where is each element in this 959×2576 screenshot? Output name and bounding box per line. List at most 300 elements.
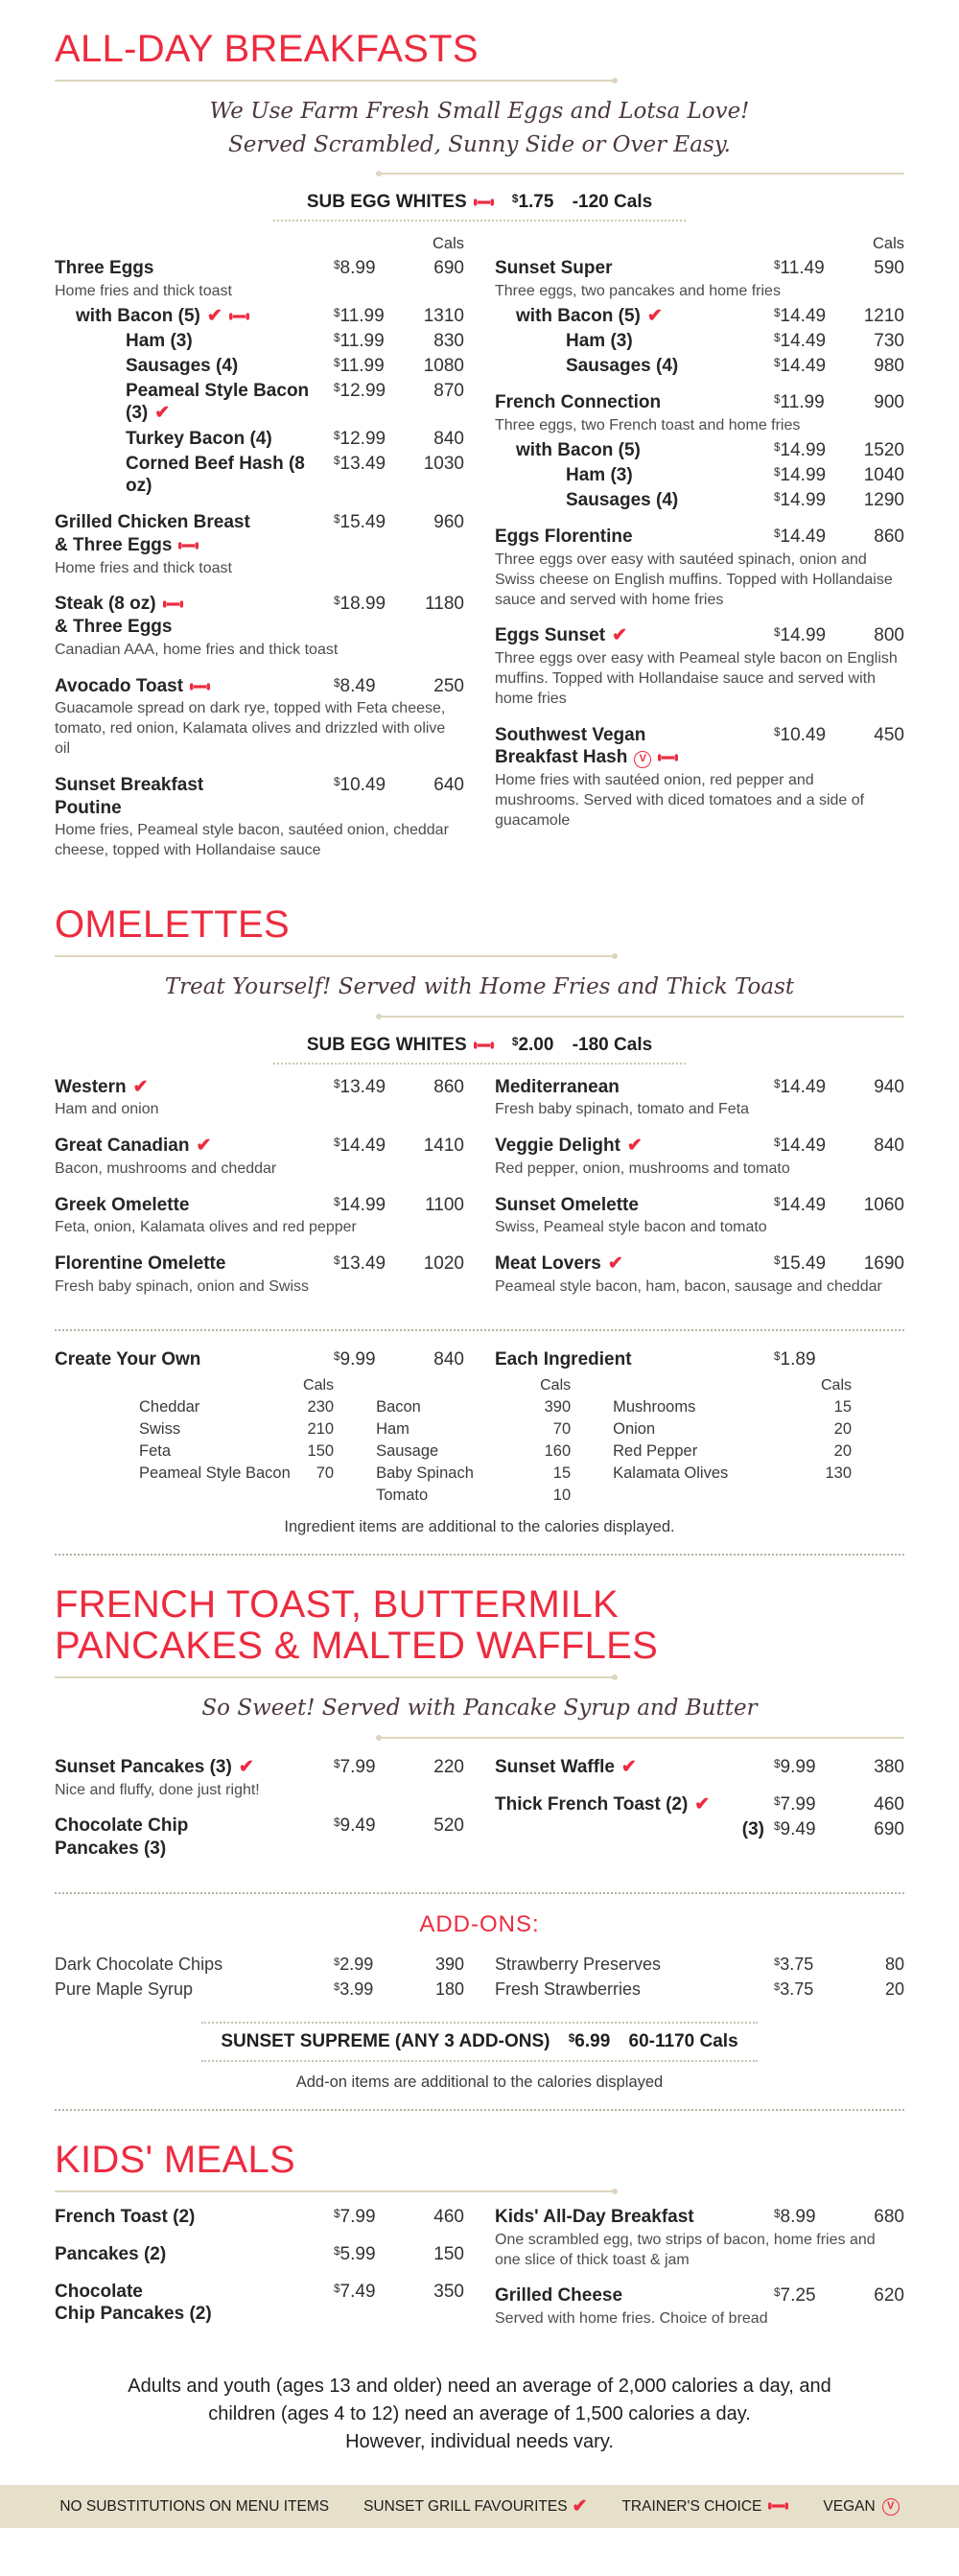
item-cals: 1180 <box>425 594 464 615</box>
section-tagline: So Sweet! Served with Pancake Syrup and Butter <box>201 1696 758 1721</box>
item-cals: 590 <box>874 258 904 279</box>
ingredient-cals: 15 <box>552 1464 572 1482</box>
ingredient-cals: 15 <box>833 1397 852 1416</box>
item-variant <box>495 464 904 486</box>
menu-item <box>495 1979 904 2001</box>
variant-price: $13.49 <box>334 453 386 474</box>
dotted-underline <box>273 220 686 222</box>
tagline-line: We Use Farm Fresh Small Eggs and Lotsa Love! <box>209 99 750 125</box>
ingredient-name: Sausage <box>376 1441 439 1460</box>
item-price: $3.75 <box>774 1979 814 2000</box>
legend-label: VEGAN <box>823 2497 876 2515</box>
legend-bar <box>0 2485 959 2528</box>
item-cals: 450 <box>874 724 904 745</box>
variant-price: $14.99 <box>774 490 827 511</box>
item-list <box>55 1756 464 1875</box>
dotted-divider <box>55 1554 904 1556</box>
item-price: $8.49 <box>334 675 376 696</box>
variant-name: Ham (3) <box>126 330 193 351</box>
menu-item <box>495 1756 904 1779</box>
ingredient-row <box>139 1418 334 1440</box>
item-cals: 680 <box>874 2207 904 2228</box>
sunset-supreme-banner <box>201 2022 757 2062</box>
ingredient-row <box>376 1396 571 1418</box>
item-name: Kids' All-Day Breakfast <box>495 2207 694 2228</box>
item-variant <box>495 489 904 511</box>
variant-name: (3) <box>741 1819 764 1840</box>
menu-item <box>495 1135 904 1180</box>
section-title: ALL-DAY BREAKFASTS <box>55 28 479 70</box>
item-price: $2.99 <box>334 1954 374 1974</box>
dumbbell-icon <box>178 534 199 557</box>
menu-columns <box>55 2206 904 2344</box>
advisory-line: Adults and youth (ages 13 and older) need an average of 2,000 calories a day, and <box>128 2376 831 2398</box>
ingredient-name: Mushrooms <box>613 1397 696 1416</box>
menu-item <box>495 391 904 511</box>
variant-price: $12.99 <box>334 381 386 402</box>
item-description: Red pepper, onion, mushrooms and tomato <box>495 1159 790 1177</box>
check-icon: ✔ <box>620 1756 637 1777</box>
menu-item <box>495 1194 904 1239</box>
menu-item <box>55 511 464 578</box>
item-cals: 380 <box>874 1756 904 1777</box>
item-price: $11.99 <box>774 392 825 413</box>
variant-price: $11.99 <box>334 305 385 326</box>
item-price: $8.99 <box>334 258 376 279</box>
item-price: $5.99 <box>334 2243 376 2264</box>
menu-item <box>55 2206 464 2229</box>
menu-item <box>495 1954 904 1976</box>
item-list <box>495 2206 904 2344</box>
item-cals: 180 <box>434 1979 464 2000</box>
menu-item <box>495 2206 904 2270</box>
sub-egg-whites-banner <box>55 192 904 213</box>
cals-column-header: Cals <box>540 1376 572 1393</box>
check-icon: ✔ <box>694 1793 711 1815</box>
banner-cals: -180 Cals <box>572 1034 653 1055</box>
dotted-underline <box>273 1063 686 1065</box>
item-cals: 900 <box>874 392 904 413</box>
ingredient-row <box>376 1485 571 1507</box>
item-variant <box>495 439 904 461</box>
ingredient-cals: 230 <box>307 1397 335 1416</box>
ingredient-cals: 160 <box>544 1441 572 1460</box>
menu-item <box>55 257 464 497</box>
menu-columns <box>55 233 904 876</box>
item-name: Sunset Breakfast Poutine <box>55 774 204 818</box>
item-price: $14.99 <box>774 625 827 646</box>
item-name: Three Eggs <box>55 258 154 279</box>
variant-name: with Bacon (5) ✔ <box>55 305 334 327</box>
item-description: Three eggs over easy with Peameal style bacon on English muffins. Topped with Hollandaise sauce and served with home fries <box>495 650 898 707</box>
menu-item <box>55 593 464 660</box>
legend-item <box>823 2498 899 2516</box>
ingredient-row <box>139 1396 334 1418</box>
item-name: Grilled Cheese <box>495 2285 623 2307</box>
item-description: Home fries, Peameal style bacon, sautéed onion, cheddar cheese, topped with Hollandaise sauce <box>55 822 449 859</box>
item-price: $7.99 <box>774 1793 816 1815</box>
item-variant <box>55 428 464 450</box>
item-cals: 940 <box>874 1076 904 1097</box>
dotted-divider <box>55 1892 904 1894</box>
menu-item <box>55 675 464 760</box>
ingredient-row <box>613 1396 852 1418</box>
item-cals: 840 <box>433 1348 464 1370</box>
menu-columns <box>55 1756 904 1875</box>
item-cals: 640 <box>433 774 464 795</box>
menu-item <box>55 1979 464 2001</box>
cals-column-header: Cals <box>872 235 904 253</box>
item-list <box>55 1076 464 1312</box>
supreme-label: SUNSET SUPREME (ANY 3 ADD-ONS) <box>221 2030 550 2051</box>
variant-name: with Bacon (5) <box>516 439 641 460</box>
menu-item <box>55 1815 464 1861</box>
item-variant <box>495 305 904 327</box>
ingredient-column <box>613 1377 852 1507</box>
variant-price: $12.99 <box>334 428 386 449</box>
item-description: Home fries with sautéed onion, red pepper and mushrooms. Served with diced tomatoes and a side of guacamole <box>495 772 865 829</box>
item-description: Bacon, mushrooms and cheddar <box>55 1159 277 1177</box>
item-price: $10.49 <box>334 774 386 795</box>
menu-item <box>55 1135 464 1180</box>
item-name: French Toast (2) <box>55 2207 196 2228</box>
item-name: Meat Lovers ✔ <box>495 1253 623 1275</box>
banner-price: $1.75 <box>511 192 554 213</box>
variant-name: Sausages (4) <box>566 490 679 511</box>
item-name: Chocolate Chip Pancakes (2) <box>55 2281 212 2325</box>
variant-cals: 1040 <box>863 464 904 485</box>
section-tagline: Treat Yourself! Served with Home Fries and Thick Toast <box>164 974 795 1000</box>
ingredient-cals: 70 <box>552 1419 572 1438</box>
ingredient-name: Ham <box>376 1419 409 1438</box>
variant-name: Sausages (4) <box>126 356 239 377</box>
ingredient-cals: 10 <box>552 1486 572 1504</box>
item-cals: 840 <box>874 1136 904 1157</box>
item-name: Dark Chocolate Chips <box>55 1954 223 1974</box>
menu-column-right <box>495 233 904 845</box>
add-ons-columns <box>55 1954 904 2004</box>
dumbbell-icon <box>474 192 494 213</box>
item-cals: 860 <box>874 527 904 548</box>
ingredient-name: Feta <box>139 1441 172 1460</box>
item-cals: 390 <box>434 1954 464 1974</box>
divider-line <box>378 1016 904 1018</box>
check-icon: ✔ <box>132 1076 149 1097</box>
item-price: $3.99 <box>334 1979 374 2000</box>
ingredient-cals: 210 <box>307 1419 335 1438</box>
ingredient-name: Baby Spinach <box>376 1464 474 1482</box>
variant-price: $14.49 <box>774 330 827 351</box>
item-description: Served with home fries. Choice of bread <box>495 2310 768 2328</box>
menu-item <box>495 1793 904 1841</box>
item-list <box>55 2206 464 2340</box>
menu-item <box>495 257 904 377</box>
item-name: Eggs Florentine <box>495 527 633 548</box>
dumbbell-icon <box>163 593 183 616</box>
variant-price: $14.49 <box>774 356 827 377</box>
item-name: Chocolate Chip Pancakes (3) <box>55 1815 189 1860</box>
check-icon: ✔ <box>206 305 222 326</box>
divider-line <box>378 173 904 175</box>
item-list <box>495 1954 904 2004</box>
item-price: $9.49 <box>334 1815 376 1837</box>
legend-item <box>363 2495 587 2517</box>
menu-item <box>495 526 904 610</box>
variant-cals: 830 <box>433 330 464 351</box>
item-list <box>495 1076 904 1312</box>
ingredient-name: Red Pepper <box>613 1441 698 1460</box>
variant-cals: 1290 <box>863 490 904 511</box>
item-name: Southwest Vegan Breakfast Hash V <box>495 724 774 770</box>
ingredient-name: Tomato <box>376 1486 429 1504</box>
divider-line <box>55 1676 616 1678</box>
item-cals: 960 <box>433 512 464 533</box>
item-price: $14.49 <box>774 1136 827 1157</box>
legend-label: TRAINER'S CHOICE <box>621 2497 762 2515</box>
item-price: $14.49 <box>774 527 827 548</box>
item-description: Swiss, Peameal style bacon and tomato <box>495 1219 767 1236</box>
each-ingredient-row <box>495 1348 904 1371</box>
item-price: $10.49 <box>774 724 827 745</box>
cals-column-header: Cals <box>303 1376 335 1393</box>
item-cals: 620 <box>874 2285 904 2307</box>
variant-name: Ham (3) <box>566 464 633 485</box>
section-french-toast-pancakes-waffles <box>55 1584 904 2111</box>
item-cals: 80 <box>884 1954 904 1974</box>
item-price: $7.49 <box>334 2281 376 2302</box>
check-icon: ✔ <box>238 1756 254 1777</box>
item-description: Ham and onion <box>55 1101 159 1118</box>
ingredient-row <box>139 1463 334 1485</box>
item-name: Florentine Omelette <box>55 1253 226 1275</box>
sub-egg-whites-banner <box>55 1035 904 1056</box>
item-cals: 250 <box>433 675 464 696</box>
menu-item <box>55 1076 464 1121</box>
item-description: Home fries and thick toast <box>55 559 232 576</box>
item-price: $13.49 <box>334 1076 386 1097</box>
item-cals: 860 <box>433 1076 464 1097</box>
item-variant <box>55 355 464 377</box>
menu-item <box>55 2243 464 2266</box>
ingredient-row <box>613 1440 852 1463</box>
item-price: $9.99 <box>334 1348 376 1370</box>
advisory-line: children (ages 4 to 12) need an average of 1,500 calories a day. <box>208 2403 751 2425</box>
item-cals: 460 <box>433 2207 464 2228</box>
variant-price: $14.49 <box>774 305 827 326</box>
ingredient-name: Swiss <box>139 1419 181 1438</box>
menu-item <box>55 1756 464 1801</box>
item-price: $1.89 <box>774 1348 816 1370</box>
item-description: Fresh baby spinach, onion and Swiss <box>55 1278 310 1296</box>
check-icon: ✔ <box>196 1136 212 1157</box>
item-name: Steak (8 oz) & Three Eggs <box>55 593 334 639</box>
add-ons-title: ADD-ONS: <box>419 1910 540 1937</box>
item-name: Grilled Chicken Breast & Three Eggs <box>55 512 250 555</box>
section-title: KIDS' MEALS <box>55 2138 296 2181</box>
menu-item <box>495 624 904 709</box>
dumbbell-icon <box>658 746 678 769</box>
item-description: Home fries and thick toast <box>55 282 232 299</box>
divider-line <box>55 955 616 957</box>
variant-cals: 1310 <box>423 305 464 326</box>
ingredient-name: Onion <box>613 1419 656 1438</box>
title-line: FRENCH TOAST, BUTTERMILK <box>55 1583 620 1627</box>
item-cals: 1100 <box>425 1194 464 1215</box>
banner-label: SUB EGG WHITES <box>306 192 467 213</box>
item-description: Nice and fluffy, done just right! <box>55 1781 260 1798</box>
banner-label: SUB EGG WHITES <box>306 1034 467 1055</box>
item-price: $14.49 <box>334 1136 386 1157</box>
item-cals: 1690 <box>863 1253 904 1275</box>
ingredient-name: Kalamata Olives <box>613 1464 729 1482</box>
item-price: $14.49 <box>774 1194 827 1215</box>
item-variant <box>495 355 904 377</box>
ingredient-column <box>376 1377 571 1507</box>
add-ons <box>55 1911 904 2092</box>
item-description: Peameal style bacon, ham, bacon, sausage and cheddar <box>495 1278 882 1296</box>
item-cals: 460 <box>874 1793 904 1815</box>
item-list <box>495 257 904 831</box>
dumbbell-icon <box>768 2498 788 2516</box>
menu-item <box>495 2284 904 2330</box>
item-description: Three eggs, two pancakes and home fries <box>495 282 781 299</box>
item-name: Fresh Strawberries <box>495 1979 642 2000</box>
item-price: $14.49 <box>774 1076 827 1097</box>
ingredient-table <box>55 1371 904 1507</box>
item-name: Sunset Waffle ✔ <box>495 1756 637 1777</box>
item-price: $18.99 <box>334 594 386 615</box>
ingredient-column <box>139 1377 334 1507</box>
item-cals: 690 <box>433 258 464 279</box>
item-name: Sunset Super <box>495 258 613 279</box>
variant-cals: 1080 <box>423 356 464 377</box>
variant-name: Peameal Style Bacon (3) ✔ <box>126 381 310 424</box>
item-name: Sunset Omelette <box>495 1194 639 1215</box>
item-description: Guacamole spread on dark rye, topped with Feta cheese, tomato, red onion, Kalamata olives and drizzled with olive oil <box>55 700 446 758</box>
legend-item <box>621 2498 788 2516</box>
check-icon: ✔ <box>607 1253 623 1275</box>
variant-price: $14.99 <box>774 464 827 485</box>
item-cals: 800 <box>874 625 904 646</box>
check-icon: ✔ <box>154 403 171 424</box>
legend-label: NO SUBSTITUTIONS ON MENU ITEMS <box>59 2497 330 2515</box>
variant-price: $11.99 <box>334 330 385 351</box>
item-variant <box>55 380 464 424</box>
dotted-divider <box>55 1329 904 1331</box>
banner-cals: -120 Cals <box>572 192 653 213</box>
variant-cals: 1030 <box>423 453 464 474</box>
item-variant <box>495 1818 904 1840</box>
item-price: $7.99 <box>334 1756 376 1777</box>
ingredient-row <box>613 1418 852 1440</box>
section-title: OMELETTES <box>55 902 290 946</box>
item-price: $14.99 <box>334 1194 386 1215</box>
dumbbell-icon <box>229 305 249 327</box>
item-name: Veggie Delight ✔ <box>495 1136 643 1157</box>
item-name: Greek Omelette <box>55 1194 190 1215</box>
section-kids-meals <box>55 2140 904 2344</box>
ingredient-cals: 70 <box>316 1464 335 1482</box>
variant-cals: 1210 <box>863 305 904 326</box>
check-icon: ✔ <box>572 2496 588 2517</box>
menu-item <box>55 774 464 861</box>
supreme-price: $6.99 <box>568 2030 611 2051</box>
item-description: Feta, onion, Kalamata olives and red pepper <box>55 1219 357 1236</box>
item-price: $15.49 <box>774 1253 827 1275</box>
variant-cals: 730 <box>874 330 904 351</box>
dumbbell-icon <box>190 675 210 698</box>
item-name: Pure Maple Syrup <box>55 1979 194 2000</box>
item-cals: 520 <box>433 1815 464 1837</box>
ingredient-cals: 130 <box>825 1464 852 1482</box>
cals-column-header: Cals <box>820 1376 852 1393</box>
item-description: Canadian AAA, home fries and thick toast <box>55 641 339 658</box>
menu-item <box>55 1954 464 1976</box>
variant-cals: 870 <box>433 381 464 402</box>
ingredient-row <box>376 1440 571 1463</box>
title-line: PANCAKES & MALTED WAFFLES <box>55 1625 659 1668</box>
menu-column-left <box>55 233 464 876</box>
item-list <box>55 1954 464 2004</box>
ingredient-note: Ingredient items are additional to the calories displayed. <box>284 1518 675 1536</box>
section-all-day-breakfasts <box>55 29 904 876</box>
item-name: Strawberry Preserves <box>495 1954 662 1974</box>
item-name: Eggs Sunset ✔ <box>495 625 627 646</box>
ingredient-row <box>613 1463 852 1485</box>
ingredient-row <box>139 1440 334 1463</box>
divider-line <box>55 2190 616 2192</box>
item-price: $11.49 <box>774 258 825 279</box>
variant-name: Sausages (4) <box>566 356 679 377</box>
item-cals: 1410 <box>423 1136 464 1157</box>
item-description: One scrambled egg, two strips of bacon, home fries and one slice of thick toast & jam <box>495 2231 876 2268</box>
item-variant <box>495 330 904 352</box>
item-description: Fresh baby spinach, tomato and Feta <box>495 1101 750 1118</box>
create-your-own-row <box>55 1348 464 1371</box>
ingredient-row <box>376 1463 571 1485</box>
dumbbell-icon <box>474 1035 494 1056</box>
divider-line <box>378 1737 904 1739</box>
item-price: $7.99 <box>334 2207 376 2228</box>
item-name: Pancakes (2) <box>55 2243 167 2264</box>
item-list <box>55 257 464 861</box>
item-cals: 150 <box>433 2243 464 2264</box>
check-icon: ✔ <box>646 305 663 326</box>
legend-item <box>59 2498 329 2516</box>
item-name: French Connection <box>495 392 662 413</box>
item-cals: 220 <box>433 1756 464 1777</box>
variant-name: with Bacon (5) ✔ <box>516 305 663 326</box>
menu-item <box>495 724 904 831</box>
advisory-line: However, individual needs vary. <box>345 2431 614 2453</box>
item-name: Thick French Toast (2) ✔ <box>495 1793 711 1815</box>
item-description: Three eggs over easy with sautéed spinach, onion and Swiss cheese on English muffins. Topped with Hollandaise sauce and served with home fries <box>495 551 893 608</box>
item-list <box>495 1756 904 1856</box>
item-cals: 20 <box>884 1979 904 2000</box>
item-variant <box>55 453 464 497</box>
ingredient-cals: 20 <box>833 1419 852 1438</box>
divider-line <box>55 80 616 82</box>
variant-price: $11.99 <box>334 356 385 377</box>
vegan-icon: V <box>634 751 651 768</box>
banner-price: $2.00 <box>511 1034 554 1055</box>
ingredient-cals: 150 <box>307 1441 335 1460</box>
item-description: Three eggs, two French toast and home fries <box>495 417 801 433</box>
ingredient-name: Cheddar <box>139 1397 200 1416</box>
ingredient-name: Bacon <box>376 1397 421 1416</box>
vegan-icon: V <box>882 2498 900 2516</box>
item-name: Great Canadian ✔ <box>55 1136 212 1157</box>
